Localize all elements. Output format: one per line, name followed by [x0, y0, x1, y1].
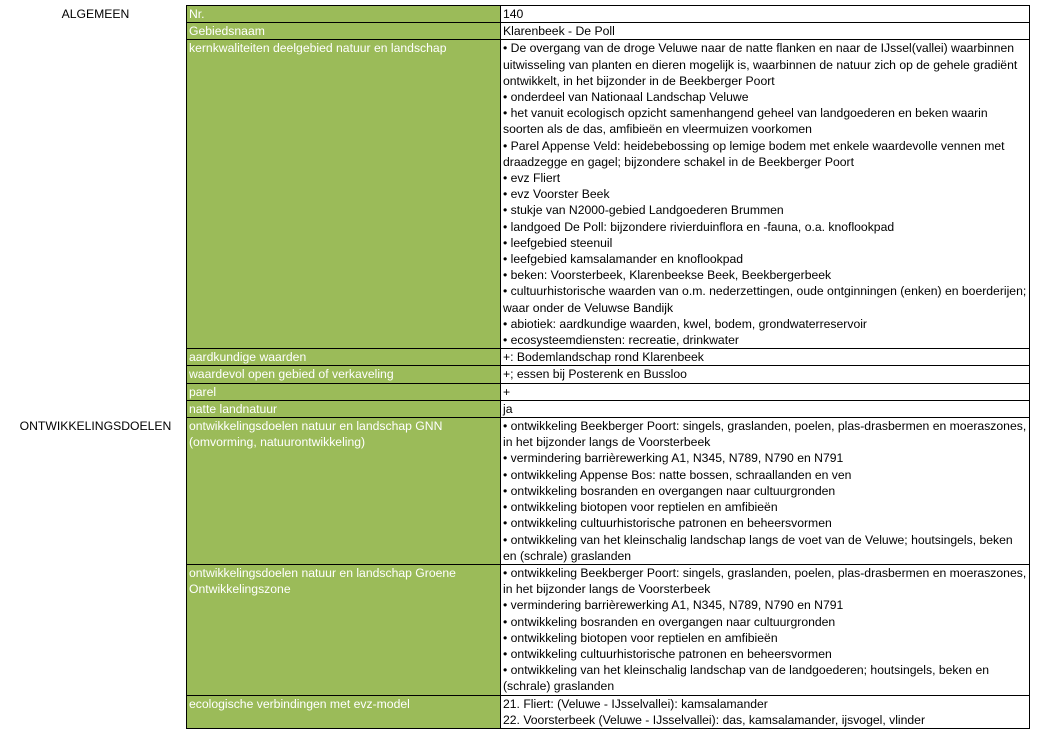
- value-line: • ontwikkeling Appense Bos: natte bossen, schraallanden en ven: [503, 467, 852, 482]
- value-line: +: Bodemlandschap rond Klarenbeek: [503, 350, 704, 365]
- row-label-cell[interactable]: ecologische verbindingen met evz-model: [187, 695, 501, 728]
- value-line: • ontwikkeling bosranden en overgangen naar cultuurgronden: [503, 614, 836, 629]
- value-line: +; essen bij Posterenk en Bussloo: [503, 367, 687, 382]
- row-label-cell[interactable]: Nr.: [187, 6, 501, 23]
- value-line: • ontwikkeling cultuurhistorische patronen en beheersvormen: [503, 646, 832, 661]
- row-label-cell[interactable]: ontwikkelingsdoelen natuur en landschap GNN (omvorming, natuurontwikkeling): [187, 418, 501, 565]
- row-value-cell[interactable]: [501, 6, 1030, 23]
- value-line: • De overgang van de droge Veluwe naar de natte flanken en naar de IJssel(vallei) waarbinnen uitwisseling van planten en dieren mogelijk is, waarbinnen de natuur zich op de gehele gradiënt ontwikkelt, in het bijzonder in de Beekberger Poort: [503, 41, 1018, 88]
- value-line: Klarenbeek - De Poll: [503, 24, 615, 39]
- row-label-cell[interactable]: Gebiedsnaam: [187, 23, 501, 40]
- value-line: • stukje van N2000-gebied Landgoederen Brummen: [503, 203, 784, 218]
- table-row: [5, 418, 1030, 565]
- row-value-cell[interactable]: [501, 366, 1030, 383]
- row-value-cell[interactable]: [501, 349, 1030, 366]
- row-label-cell[interactable]: natte landnatuur: [187, 400, 501, 417]
- value-line: • ontwikkeling biotopen voor reptielen en amfibieën: [503, 500, 778, 515]
- section-heading[interactable]: ALGEMEEN: [61, 6, 130, 21]
- row-label-cell[interactable]: waardevol open gebied of verkaveling: [187, 366, 501, 383]
- value-line: • cultuurhistorische waarden van o.m. nederzettingen, oude ontginningen (enken) en boerderijen; waar onder de Veluwse Bandijk: [503, 284, 1027, 315]
- value-line: • vermindering barrièrewerking A1, N345, N789, N790 en N791: [503, 598, 844, 613]
- value-line: • ontwikkeling cultuurhistorische patronen en beheersvormen: [503, 516, 832, 531]
- value-line: • het vanuit ecologisch opzicht samenhangend geheel van landgoederen en beken waarin soorten als de das, amfibieën en vleermuizen voorkomen: [503, 106, 988, 137]
- value-line: • Parel Appense Veld: heidebebossing op lemige bodem met enkele waardevolle vennen met draadzegge en gagel; bijzondere schakel in de Beekberger Poort: [503, 138, 1005, 169]
- spreadsheet-body: [5, 6, 1030, 729]
- value-line: • leefgebied steenuil: [503, 235, 613, 250]
- table-row: [5, 6, 1030, 23]
- value-line: • beken: Voorsterbeek, Klarenbeekse Beek, Beekbergerbeek: [503, 268, 832, 283]
- row-value-cell[interactable]: [501, 23, 1030, 40]
- value-line: • leefgebied kamsalamander en knoflookpad: [503, 252, 744, 267]
- value-line: 21. Fliert: (Veluwe - IJsselvallei): kamsalamander: [503, 696, 768, 711]
- row-value-cell[interactable]: [501, 40, 1030, 349]
- value-line: • landgoed De Poll: bijzondere rivierduinflora en -fauna, o.a. knoflookpad: [503, 219, 895, 234]
- value-line: • ecosysteemdiensten: recreatie, drinkwater: [503, 333, 739, 348]
- value-line: • ontwikkeling bosranden en overgangen naar cultuurgronden: [503, 483, 836, 498]
- value-line: • evz Voorster Beek: [503, 187, 610, 202]
- value-line: • evz Fliert: [503, 171, 561, 186]
- row-value-cell[interactable]: [501, 418, 1030, 565]
- value-line: +: [503, 384, 511, 399]
- value-line: • ontwikkeling Beekberger Poort: singels, graslanden, poelen, plas-drasbermen en moeraszones, in het bijzonder langs de Voorsterbeek: [503, 419, 1027, 450]
- row-value-cell[interactable]: [501, 695, 1030, 728]
- value-line: • onderdeel van Nationaal Landschap Veluwe: [503, 90, 749, 105]
- row-label-cell[interactable]: kernkwaliteiten deelgebied natuur en landschap: [187, 40, 501, 349]
- row-value-cell[interactable]: [501, 564, 1030, 695]
- row-label-cell[interactable]: ontwikkelingsdoelen natuur en landschap Groene Ontwikkelingszone: [187, 564, 501, 695]
- row-label-cell[interactable]: parel: [187, 383, 501, 400]
- value-line: • ontwikkeling van het kleinschalig landschap langs de voet van de Veluwe; houtsingels, beken en (schrale) graslanden: [503, 532, 1013, 563]
- value-line: 140: [503, 7, 524, 21]
- value-line: ja: [503, 401, 513, 416]
- value-line: • ontwikkeling biotopen voor reptielen en amfibieën: [503, 630, 778, 645]
- value-line: • abiotiek: aardkundige waarden, kwel, bodem, grondwaterreservoir: [503, 316, 867, 331]
- row-value-cell[interactable]: [501, 383, 1030, 400]
- value-line: 22. Voorsterbeek (Veluwe - IJsselvallei): das, kamsalamander, ijsvogel, vlinder: [503, 712, 926, 727]
- value-line: • ontwikkeling Beekberger Poort: singels, graslanden, poelen, plas-drasbermen en moeraszones, in het bijzonder langs de Voorsterbeek: [503, 565, 1027, 597]
- row-label-cell[interactable]: aardkundige waarden: [187, 349, 501, 366]
- spreadsheet-table: [5, 5, 1030, 729]
- section-heading[interactable]: ONTWIKKELINGSDOELEN: [19, 418, 172, 433]
- value-line: • vermindering barrièrewerking A1, N345, N789, N790 en N791: [503, 451, 844, 466]
- value-line: • ontwikkeling van het kleinschalig landschap van de landgoederen; houtsingels, beken en (schrale) graslanden: [503, 663, 990, 694]
- row-value-cell[interactable]: [501, 400, 1030, 417]
